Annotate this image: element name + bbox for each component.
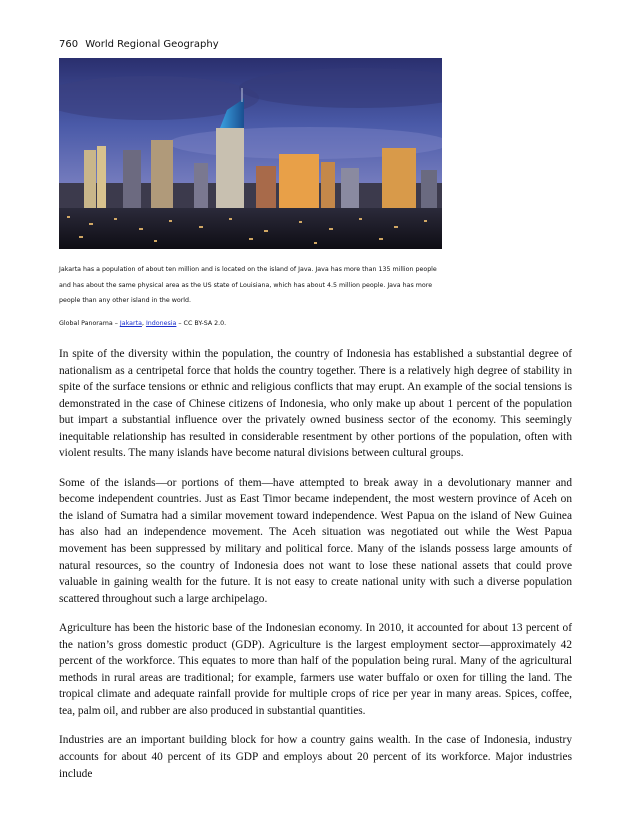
figure-credit [59,320,449,327]
paragraph-independence: Some of the islands—or portions of them—have attempted to break away in a devolutionary manner and become independent countries. Just as East Timor became independent, the most western province of Aceh on the island of Sumatra had a similar movement toward independence. West Papua on the island of New Guinea has also had an independence movement. The Aceh situation was negotiated out while the West Papua movement has been suppressed by military and political force. Many of the islands possess large amounts of natural resources, so the country of Indonesia does not want to lose these national assets that could prove valuable in gaining wealth for the future. It is not easy to create national unity with such a diverse population scattered throughout such a large archipelago. [59,476,572,605]
jakarta-skyline-photo [59,58,442,249]
credit-license: – CC BY-SA 2.0. [176,320,227,327]
paragraph-nationalism: In spite of the diversity within the population, the country of Indonesia has established a substantial degree of nationalism as a centripetal force that holds the country together. There is a relatively high degree of stability in spite of the surface tensions or ethnic and religious conflicts that may erupt. An example of the social tensions is demonstrated in the case of Chinese citizens of Indonesia, who only make up about 1 percent of the population but impart a substantial influence over the privately owned business sector of the economy. This seemingly inequitable relationship has resulted in considerable resentment by other portions of the population, often with violent results. The many islands have become natural divisions between cultural groups. [59,348,572,460]
credit-prefix: Global Panorama – [59,320,120,327]
book-title: World Regional Geography [85,39,219,50]
paragraph-industry: Industries are an important building block for how a country gains wealth. In the case of Indonesia, industry accounts for about 40 percent of its GDP and employs about 20 percent of its workforce. Major industries include [59,734,572,780]
credit-separator: , [141,320,146,327]
figure-caption: Jakarta has a population of about ten million and is located on the island of Java. Java has more than 135 million people and has about the same physical area as the US state of Louisiana, which has about 4.5 million people. Java has more people than any other island in the world. [59,266,437,305]
skyline-illustration [59,58,442,249]
jakarta-link[interactable]: Jakarta [119,320,142,327]
paragraph-agriculture: Agriculture has been the historic base of the Indonesian economy. In 2010, it accounted for about 13 percent of the nation’s gross domestic product (GDP). Agriculture is the largest employment sector—approximately 42 percent of the workforce. This equates to more than half of the population being rural. Many of the agricultural methods in rural areas are traditional; for example, farmers use water buffalo or oxen for tilling the land. The tropical climate and adequate rainfall provide for multiple crops of rice per year in many areas. Spices, coffee, tea, palm oil, and rubber are also produced in substantial quantities. [59,622,572,717]
page-number: 760 [59,39,79,50]
page-header [59,39,219,50]
body-text [59,346,572,795]
indonesia-link[interactable]: Indonesia [145,320,177,327]
